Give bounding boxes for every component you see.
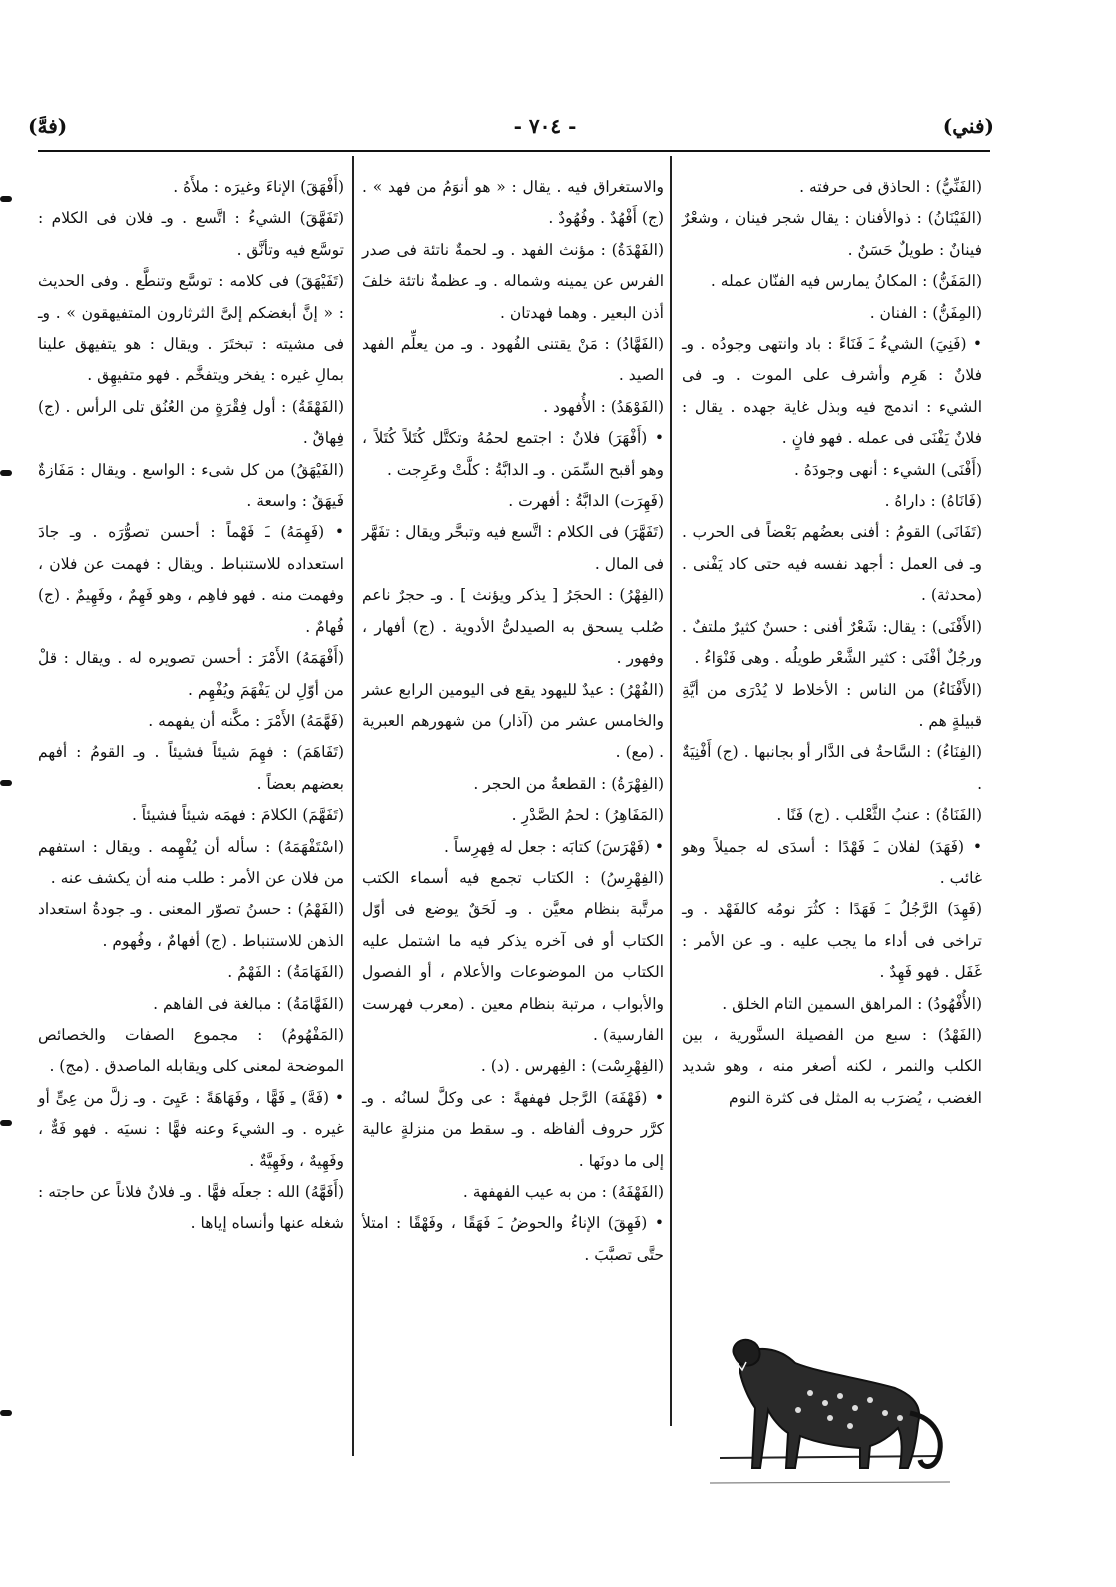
entry: والاستغراق فيه . يقال : « هو أنوَمُ من فهد » . (ج) أَفْهُدٌ . وفُهُودٌ . <box>362 178 664 228</box>
entry: (الفَهْقَةُ) : أول فِقْرَةٍ من العُنُق تلى الرأس . (ج) فِهاقٌ . <box>38 397 344 448</box>
entry: (أَفْنَى) الشيء : أنهى وجودَهُ . <box>793 460 982 479</box>
entry: (فَانَاهُ) : داراهُ . <box>884 492 982 511</box>
entry: (اسْتَفْهَمَهُ) : سأله أن يُفْهِمه . ويقال : استفهم من فلان عن الأمر : طلب منه أن يكشف عنه . <box>38 837 344 887</box>
entry: • (أَفْهَرَ) فلانٌ : اجتمع لحمُهُ وتكتَّل كُتَلاً كُتَلاً ، وهو أقبح السِّمَن . وـ الدابَّةُ : كلَّتْ وعَرِجت . <box>362 429 664 479</box>
entry: (الفِهْرِسْت) : الفِهرس . (د) . <box>480 1057 664 1076</box>
entry: (الفَهْدُ) : سبع من الفصيلة السنَّورية ، بين الكلب والنمر ، لكنه أصغر منه ، وهو شديد الغضب ، يُضرَب به المثل فى كثرة النوم <box>682 1025 982 1107</box>
entry: • (فَهِقَ) الإناءُ والحوضُ ـَ فَهَقًا ، وفَهْقًا : امتلأ حتَّى تصبَّبَ . <box>362 1214 664 1264</box>
column-right <box>682 172 982 1114</box>
entry: (المَفْهُومُ) : مجموع الصفات والخصائص الموضحة لمعنى كلى ويقابله الماصدق . (مج) . <box>38 1025 344 1076</box>
entry: (الفِهْرَةُ) : القطعةُ من الحجر . <box>473 774 664 793</box>
entry: (تَفَاهَمَ) : فهِمَ شيئاً فشيئاً . وـ القومُ : أفهم بعضهم بعضاً . <box>38 743 344 793</box>
entry: (الفَهَّامَةُ) : مبالغة فى الفاهم . <box>153 994 344 1013</box>
entry: (الأُفْهُودُ) : المراهق السمين التام الخلق . <box>722 994 982 1013</box>
entry: (أَفْهَمَهُ) الأَمْرَ : أحسن تصويره له . ويقال : قلْ من أوّلِ لن يَفْهَمَ ويُفْهِم . <box>38 649 344 699</box>
entry: (فَهَّمَهُ) الأَمْرَ : مكَّنه أن يفهمه . <box>148 711 344 730</box>
margin-mark <box>0 196 12 202</box>
margin-mark <box>0 1410 12 1416</box>
entry: (الفِنَاءُ) : السَّاحةُ فى الدَّار أو بجانبها . (ج) أَفْنِيَةٌ . <box>682 743 982 793</box>
entry: • (فَهْرَسَ) كتابَه : جعل له فِهرِساً . <box>444 837 664 856</box>
entry: (الفَوْهَدُ) : الأُفهود . <box>543 397 664 416</box>
entry: (الأَفْنَى) : يقال: شَعْرٌ أفنى : حسنٌ كثيرٌ ملتفٌ . ورجُلٌ أفْنَى : كثير الشَّعْر طويلُه . وهى فَنْوَاءُ . <box>682 617 982 668</box>
leopard-illustration <box>700 1318 960 1498</box>
entry: (الفَيْهَقُ) من كل شىء : الواسع . ويقال : مَفَازةٌ فَيهَقٌ : واسعة . <box>38 460 344 511</box>
entry: • (فَهْفَهَ) الرَّجل فهفهةً : عى وكلَّ لسانُه . وـ كرَّر حروف ألفاظه . وـ سقط من منزلةٍ عالية إلى ما دونَها . <box>362 1088 664 1170</box>
entry: (فَهِرَت) الدابَّةُ : أفهرت . <box>508 492 664 511</box>
column-divider-left <box>352 156 354 1456</box>
entry: (تَفَهَّقَ) الشيءُ : اتَّسع . وـ فلان فى الكلام : توسَّع فيه وتأنَّق . <box>38 209 344 259</box>
entry: • (فَنِيَ) الشيءُ ـَ فَنَاءً : باد وانتهى وجودُه . وـ فلانٌ : هَرِم وأشرف على الموت . وـ فى الشيء : اندمج فيه وبذل غاية جهده . يقال : فلانٌ يَفْنَى فى عمله . فهو فانٍ . <box>682 335 982 448</box>
entry: (تَفَانَى) القومُ : أفنى بعضُهم بَعْضاً فى الحرب . وـ فى العمل : أجهد نفسه فيه حتى كاد يَفْنى . (محدثة) . <box>682 523 982 605</box>
entry: (المَفَنُّ) : المكانُ يمارس فيه الفنّان عمله . <box>710 272 982 291</box>
entry: (الفِهْرُ) : الحجَرُ [ يذكر ويؤنث ] . وـ حجرٌ ناعم صُلب يسحق به الصيدلىُّ الأدوية . (ج) أفهار ، وفهور . <box>362 586 664 668</box>
entry: (الفَيْنَانُ) : ذوالأفنان : يقال شجر فينان ، وشعْرٌ فينانٌ : طويلٌ حَسَنٌ . <box>682 209 982 259</box>
entry: (تَفَهَّرَ) فى الكلام : اتَّسع فيه وتبحَّر ويقال : تفَهَّر فى المال . <box>362 523 664 573</box>
header-rule <box>38 150 990 152</box>
entry: (الفَهْدَةُ) : مؤنث الفهد . وـ لحمةٌ ناتئة فى صدر الفرس عن يمينه وشماله . وـ عظمةٌ ناتئة خلفَ أذن البعير . وهما فهدتان . <box>362 240 664 322</box>
entry: (تَفَيْهَقَ) فى كلامه : توسَّع وتنطَّع . وفى الحديث : « إنَّ أبغضكم إلىَّ الثرثارون المتفيهقون » . وـ فى مشيته : تبختَرَ . ويقال : هو يتفيهق علينا بمالِ غيره : يفخر ويتفخَّم . فهو متفيهِق . <box>38 272 344 385</box>
entry: (الفُهْرُ) : عيدٌ لليهود يقع فى اليومين الرابع عشر والخامس عشر من (آذار) من شهورهم العبرية . (مع) . <box>362 680 664 762</box>
entry: (الأَفْنَاءُ) من الناس : الأخلاط لا يُدْرَى من أيَّةِ قبيلةٍ هم . <box>682 680 982 730</box>
entry: • (فَهَدَ) لفلان ـَ فَهْدًا : أسدَى له جميلاً وهو غائب . <box>682 837 982 887</box>
entry: (الفَهْفَهُ) : من به عيب الفهفهة . <box>462 1183 664 1201</box>
page-number: - ٧٠٤ - <box>513 114 577 138</box>
entry: (الفِهْرِسُ) : الكتاب تجمع فيه أسماء الكتب مرتَّبة بنظام معيَّن . وـ لَحَقٌ يوضع فى أوّل الكتاب أو فى آخره يذكر فيه ما اشتمل عليه الكتاب من الموضوعات والأعلام ، أو الفصول والأبواب ، مرتبة بنظام معين . (معرب فهرست الفارسية) . <box>362 868 664 1044</box>
header-root-right: (فني) <box>942 114 994 138</box>
margin-mark <box>0 780 12 786</box>
margin-mark <box>0 1120 12 1126</box>
entry: • (فَهِمَهُ) ـَ فَهْماً : أحسن تصوُّرَه . وـ جادَ استعداده للاستنباط . ويقال : فهمت عن فلان ، وفهمت منه . فهو فاهِم ، وهو فَهِمٌ ، وفَهِيمٌ . (ج) فُهامٌ . <box>38 523 344 636</box>
entry: (المَفَاهِرُ) : لحمُ الصَّدْرِ . <box>511 806 664 825</box>
entry: (أَفَهَّهُ) الله : جعلَه فهًّا . وـ فلانٌ فلاناً عن حاجته : شغله عنها وأنساه إياها . <box>38 1183 344 1233</box>
header-root-left: (فهَّ) <box>28 114 68 138</box>
entry: (الفَنَاةُ) : عنبُ الثَّعْلب . (ج) فَنًا . <box>776 806 982 825</box>
entry: (الفَهَّادُ) : مَنْ يقتنى الفُهود . وـ من يعلِّم الفهد الصيد . <box>362 335 664 385</box>
column-middle <box>362 172 664 1271</box>
entry: (الفَهْمُ) : حسنُ تصوّر المعنى . وـ جودةُ استعداد الذهن للاستنباط . (ج) أفهامٌ ، وفُهوم . <box>38 900 344 950</box>
entry: (الفَنِّيُّ) : الحاذق فى حرفته . <box>799 178 982 196</box>
column-left <box>38 172 344 1240</box>
entry: (أَفْهَقَ) الإناءَ وغيرَه : ملأَهُ . <box>173 178 344 196</box>
entry: (الفَهَامَةُ) : الفَهْمُ . <box>227 963 344 982</box>
column-divider-right <box>670 156 672 1426</box>
entry: (تَفَهَّمَ) الكلامَ : فهمَه شيئاً فشيئاً . <box>131 806 344 825</box>
margin-mark <box>0 470 12 476</box>
entry: (المِفَنُّ) : الفنان . <box>869 303 982 322</box>
entry: • (فَهَّ) ـِ فَهًّا ، وفَهَاهَةً : عَيِىَ . وـ زلَّ من عِىٍّ أو غيره . وـ الشيءَ وعنه فهًّا : نسيَه . فهو فَهٌّ ، وفَهِيهٌ ، وفَهِيَّةٌ . <box>38 1088 344 1170</box>
entry: (فَهِدَ) الرَّجُلُ ـَ فَهَدًا : كثُرَ نومُه كالفَهْد . وـ تراخى فى أداء ما يجب عليه . وـ عن الأمر : غَفَل . فهو فَهِدٌ . <box>682 900 982 982</box>
